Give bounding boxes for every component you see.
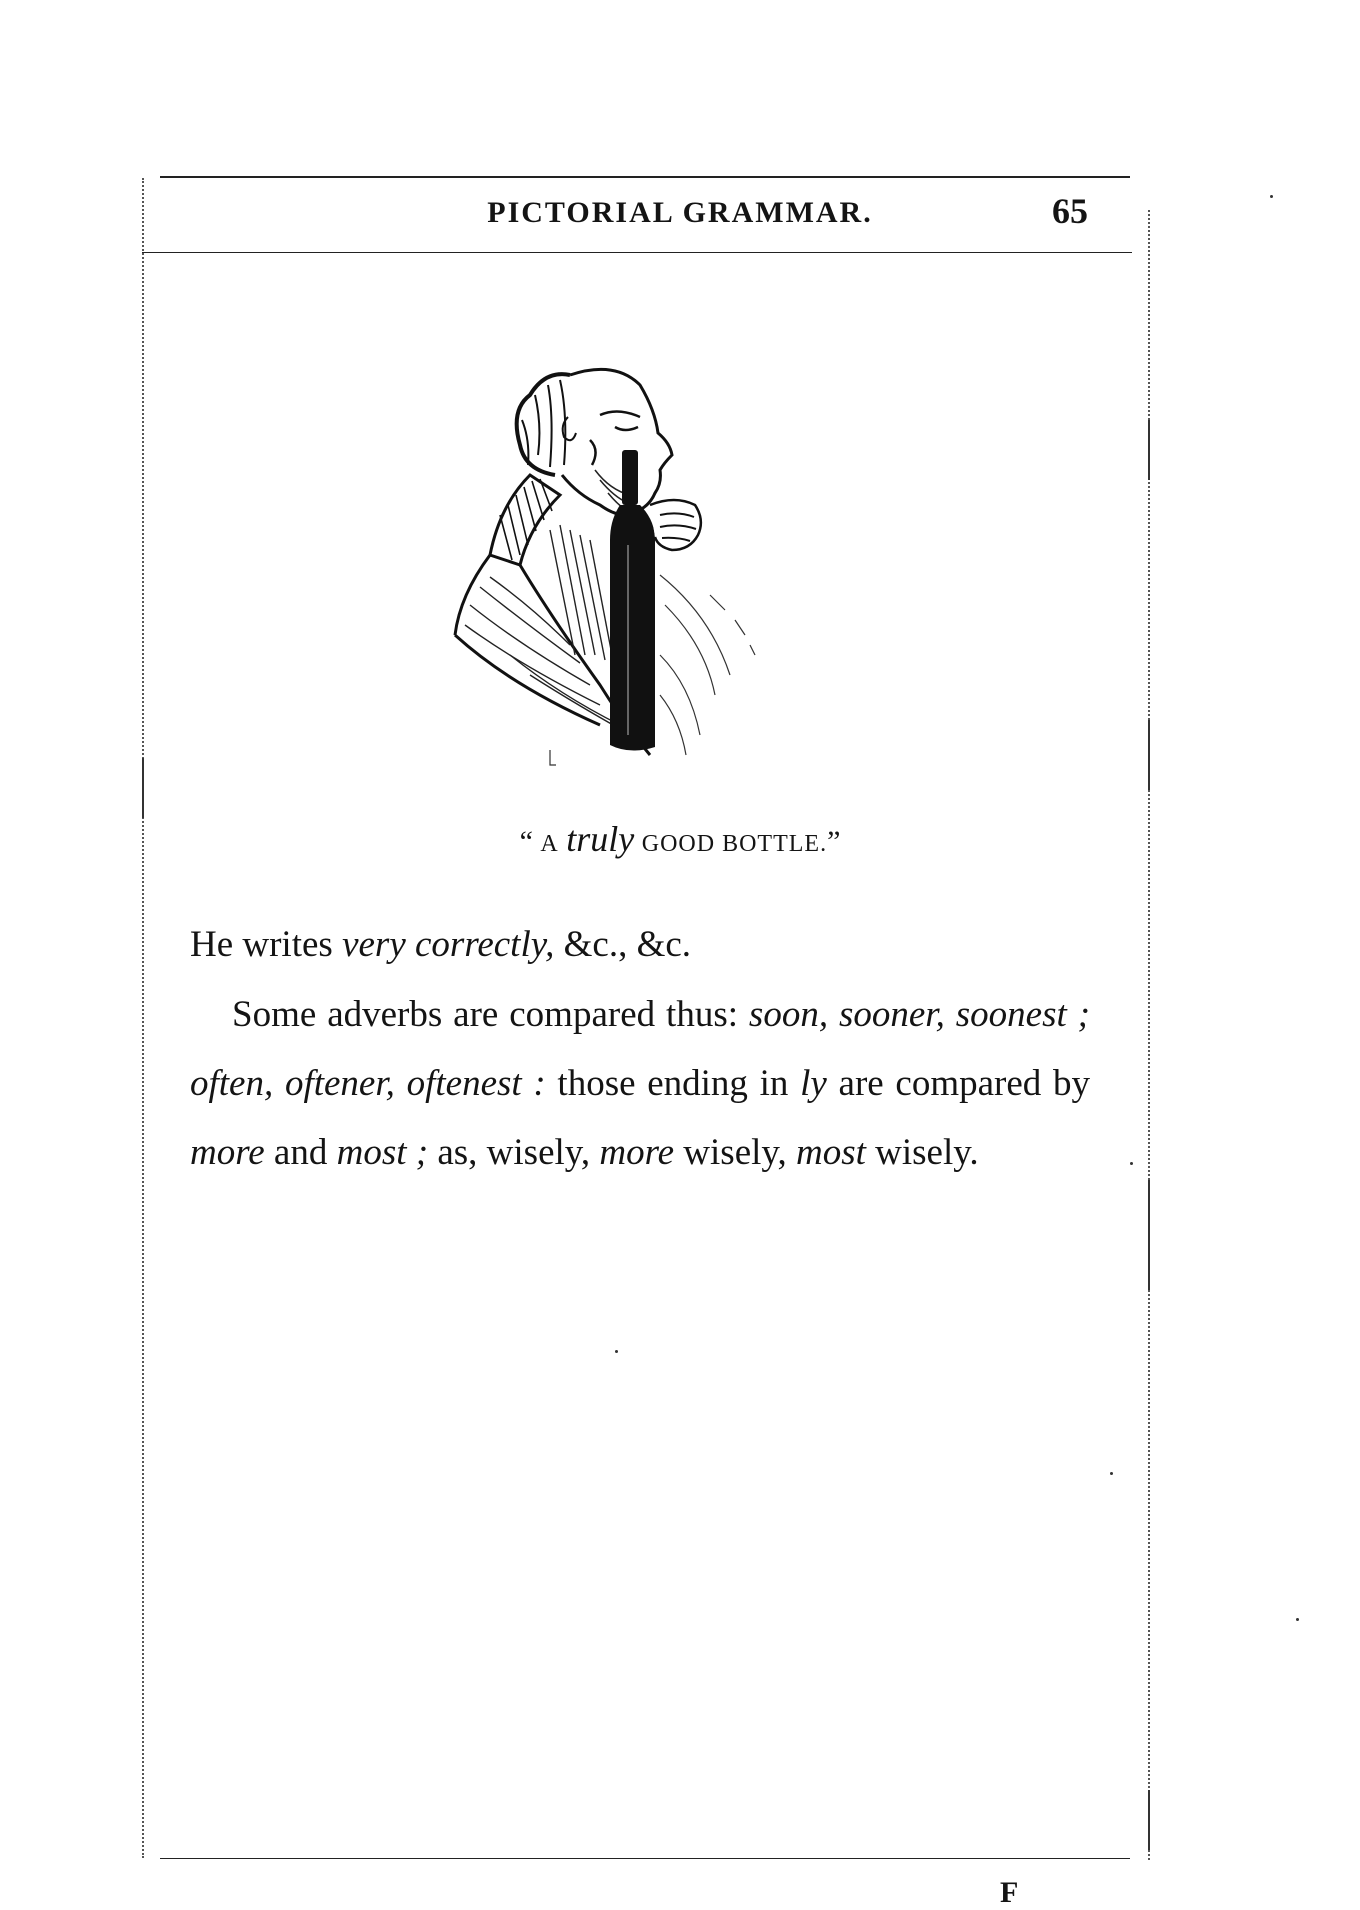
left-border-segment: [142, 758, 144, 818]
p2-text-1: Some adverbs are compared thus:: [232, 994, 749, 1035]
p2-text-2: those ending in: [545, 1063, 801, 1104]
paragraph-1: [190, 910, 1090, 979]
p1-italic-1: very correctly,: [342, 924, 555, 965]
paragraph-2: [190, 980, 1090, 1187]
p2-text-7: wisely.: [865, 1132, 979, 1173]
running-head: PICTORIAL GRAMMAR.: [487, 196, 873, 229]
footer-rule: [160, 1858, 1130, 1859]
left-border-dashed: [142, 178, 144, 1858]
right-border-segment-3: [1148, 1180, 1150, 1290]
p1-text-2: &c., &c.: [554, 924, 692, 965]
p2-italic-4: most ;: [336, 1132, 429, 1173]
figure-caption: [0, 818, 1360, 860]
header-top-rule: [160, 176, 1130, 178]
caption-close-quote: ”: [827, 825, 841, 858]
right-border-segment-1: [1148, 420, 1150, 480]
p2-text-5: as, wisely,: [428, 1132, 600, 1173]
right-border-segment-4: [1148, 1790, 1150, 1850]
page-number: 65: [1052, 191, 1088, 231]
p2-italic-6: most: [796, 1132, 866, 1173]
header-bottom-rule: [142, 252, 1132, 253]
bottle-drinker-illustration: [450, 355, 840, 795]
scan-speck: [1296, 1618, 1299, 1621]
p1-text-1: He writes: [190, 924, 343, 965]
scan-speck: [615, 1350, 618, 1353]
p2-italic-2: ly: [800, 1063, 827, 1104]
caption-open-quote: “: [519, 825, 533, 858]
caption-word-a: A: [540, 831, 559, 857]
p2-text-6: wisely,: [674, 1132, 796, 1173]
p2-text-3: are compared by: [826, 1063, 1090, 1104]
caption-word-truly: truly: [566, 819, 635, 859]
right-border-segment-2: [1148, 720, 1150, 790]
p2-italic-1: soon, sooner, soonest ; often, oftener, oftenest :: [190, 994, 1091, 1104]
signature-mark: F: [1000, 1876, 1019, 1909]
scan-speck: [1270, 195, 1273, 198]
p2-text-4: and: [264, 1132, 337, 1173]
scan-speck: [1130, 1162, 1133, 1165]
scan-speck: [1110, 1472, 1113, 1475]
p2-italic-5: more: [599, 1132, 675, 1173]
caption-rest: GOOD BOTTLE.: [641, 831, 828, 857]
p2-italic-3: more: [190, 1132, 265, 1173]
